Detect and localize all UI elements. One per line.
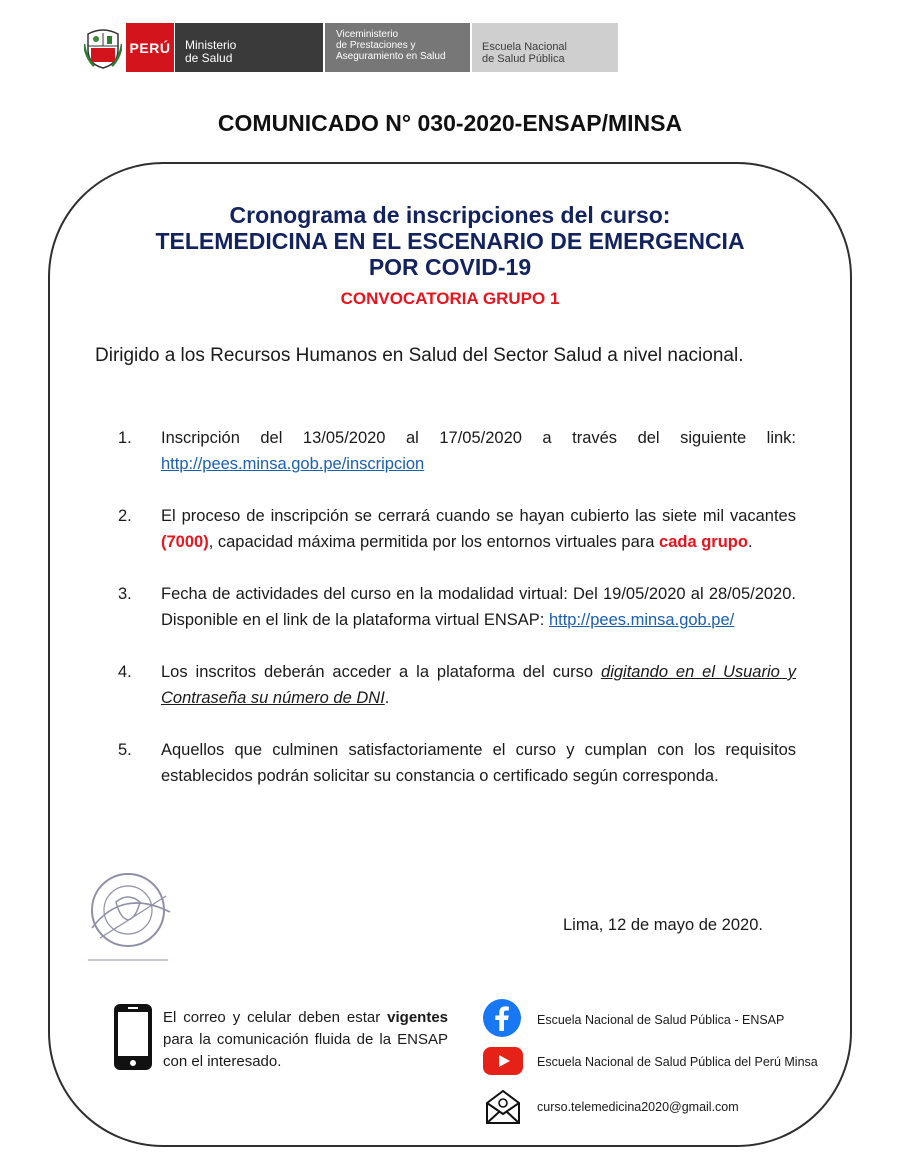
- vigentes-emphasis: vigentes: [387, 1009, 448, 1026]
- convocatoria-label: CONVOCATORIA GRUPO 1: [340, 289, 560, 308]
- ministerio-line-1: Ministerio: [185, 38, 237, 52]
- phone-note-part: para la comunicación fluida de la ENSAP con el interesado.: [163, 1031, 448, 1070]
- item-text-part: .: [747, 533, 753, 551]
- contact-validity-note: [163, 1007, 448, 1073]
- youtube-channel-name[interactable]: Escuela Nacional de Salud Pública del Perú Minsa: [537, 1055, 818, 1069]
- item-text-part: Los inscritos deberán acceder a la plataforma del curso: [161, 663, 602, 681]
- item-text-part: Fecha de actividades del curso en la modalidad virtual: Del 19/05/2020 al 28/05/2020. Disponible en el link de la plataforma virtual ENSAP:: [161, 585, 796, 629]
- list-item: [118, 659, 796, 711]
- item-text: [161, 425, 796, 477]
- document-date: Lima, 12 de mayo de 2020.: [563, 916, 763, 934]
- youtube-icon: [482, 1045, 524, 1077]
- facebook-page-name[interactable]: Escuela Nacional de Salud Pública - ENSAP: [537, 1013, 785, 1027]
- item-number: 3.: [118, 585, 132, 603]
- item-text: Aquellos que culminen satisfactoriamente el curso y cumplan con los requisitos establecidos podrán solicitar su constancia o certificado según corresponda.: [161, 741, 796, 785]
- cada-grupo-emphasis: cada grupo: [659, 533, 748, 551]
- peru-coat-of-arms-icon: [84, 24, 122, 70]
- peru-logo: [126, 23, 174, 72]
- inscripcion-link[interactable]: http://pees.minsa.gob.pe/inscripcion: [161, 455, 425, 473]
- vice-line-3: Aseguramiento en Salud: [336, 51, 446, 62]
- viceministerio-logo: [325, 23, 470, 72]
- item-text: [161, 659, 796, 711]
- comunicado-heading: COMUNICADO N° 030-2020-ENSAP/MINSA: [217, 110, 683, 136]
- item-number: 2.: [118, 507, 132, 525]
- plataforma-link[interactable]: http://pees.minsa.gob.pe/: [548, 611, 735, 629]
- item-text-part: El proceso de inscripción se cerrará cuando se hayan cubierto las siete mil vacantes: [161, 507, 796, 525]
- list-item: [118, 581, 796, 633]
- vacantes-count: (7000): [161, 533, 209, 551]
- intro-paragraph: Dirigido a los Recursos Humanos en Salud del Sector Salud a nivel nacional.: [95, 345, 744, 366]
- escuela-line-2: de Salud Pública: [482, 53, 565, 65]
- dni-instruction: digitando en el Usuario y Contraseña su número de DNI: [161, 663, 796, 707]
- facebook-icon: [482, 998, 522, 1038]
- ministerio-de-salud-logo: [175, 23, 323, 72]
- item-number: 4.: [118, 663, 132, 681]
- contact-email[interactable]: curso.telemedicina2020@gmail.com: [537, 1100, 739, 1114]
- email-envelope-icon: [484, 1088, 522, 1126]
- item-number: 1.: [118, 429, 132, 447]
- escuela-nacional-logo: [472, 23, 618, 72]
- ministerio-line-2: de Salud: [185, 51, 233, 65]
- escuela-line-1: Escuela Nacional: [482, 41, 567, 53]
- item-text-part: Inscripción del 13/05/2020 al 17/05/2020 a través del siguiente link:: [161, 429, 796, 447]
- list-item: [118, 425, 796, 477]
- phone-note-part: El correo y celular deben estar: [163, 1009, 388, 1026]
- list-item: [118, 737, 796, 789]
- item-text: [161, 581, 796, 633]
- list-item: [118, 503, 796, 555]
- peru-label: PERÚ: [129, 39, 171, 56]
- item-text-part: , capacidad máxima permitida por los entornos virtuales para: [208, 533, 660, 551]
- official-seal-stamp: [82, 868, 174, 968]
- vice-line-2: de Prestaciones y: [336, 40, 416, 51]
- item-text: [161, 503, 796, 555]
- vice-line-1: Viceministerio: [336, 29, 399, 40]
- course-title: [60, 202, 840, 280]
- item-number: 5.: [118, 741, 132, 759]
- course-title-line-2: TELEMEDICINA EN EL ESCENARIO DE EMERGENCIA: [155, 228, 745, 254]
- mobile-phone-icon: [112, 1002, 154, 1072]
- schedule-list: [118, 425, 796, 815]
- course-title-line-1: Cronograma de inscripciones del curso:: [229, 202, 671, 228]
- item-text-part: .: [384, 689, 390, 707]
- course-title-line-3: POR COVID-19: [368, 254, 532, 280]
